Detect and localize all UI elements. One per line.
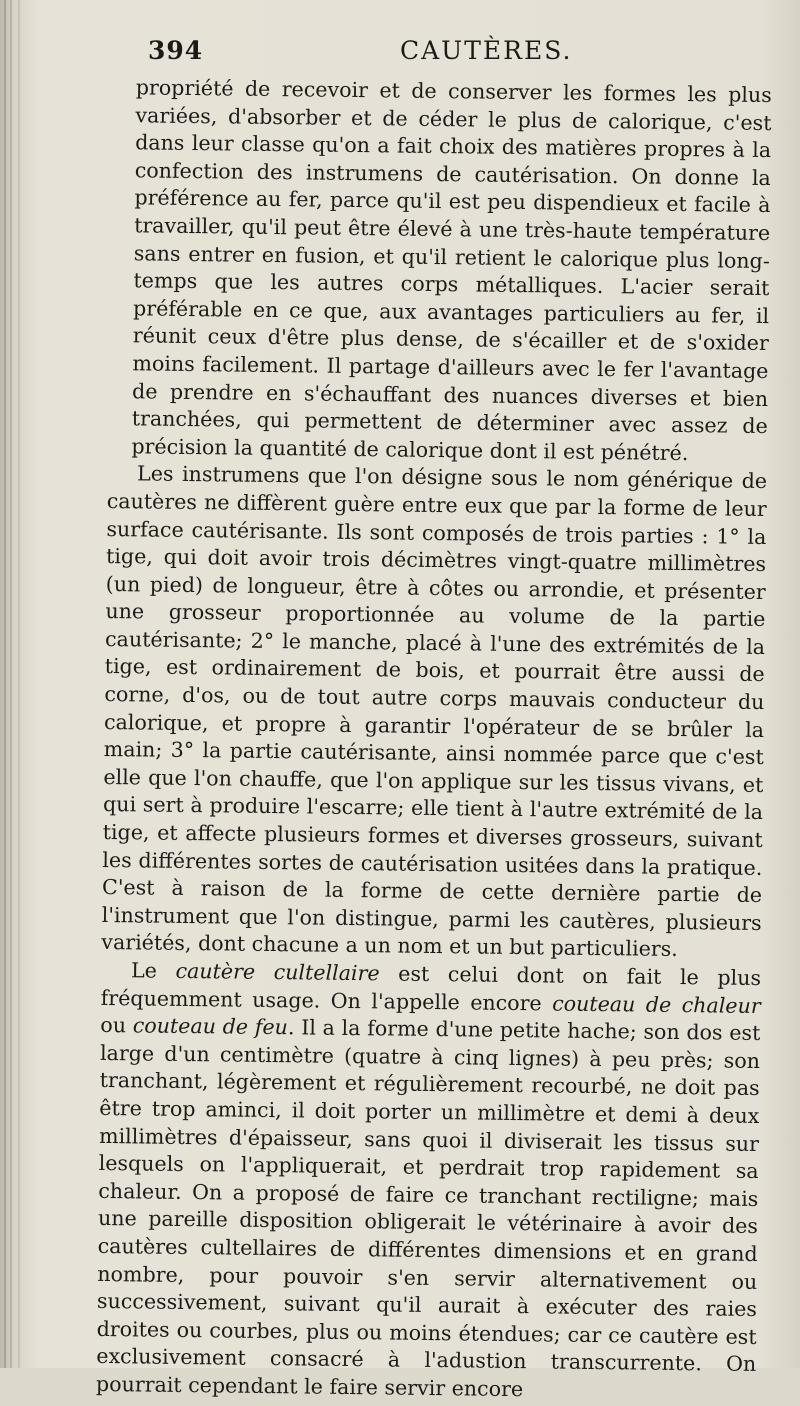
body-text: [96, 74, 772, 1406]
paragraph-3-or: ou: [100, 1013, 133, 1038]
binding-edge: [18, 0, 20, 1368]
paragraph-3: [96, 957, 761, 1406]
paragraph-3-mid: est celui dont on fait le plus fréquemment usage. On l'appelle encore: [100, 961, 762, 1016]
page-header: [148, 36, 573, 76]
binding-edge: [4, 0, 6, 1368]
term-couteau-de-feu: couteau de feu: [132, 1013, 289, 1040]
page-number: 394: [148, 36, 204, 65]
binding-edge: [10, 0, 12, 1368]
paragraph-3-body: . Il a la forme d'une petite hache; son dos est large d'un centimètre (quatre à cinq lignes) à peu près; son tranchant, légèrement et régulièrement recourbé, ne doit pas être trop aminci, il doit porter un millimètre et demi à deux millimètres d'épaisseur, sans quoi il diviserait les tissus sur lesquels on l'appliquerait, et perdrait trop rapidement sa chaleur. On a proposé de faire ce tranchant rectiligne; mais une pareille disposition obligerait le vétérinaire à avoir des cautères cultellaires de différentes dimensions et en grand nombre, pour pouvoir s'en servir alternativement ou successivement, suivant qu'il aurait à exécuter des raies droites ou courbes, plus ou moins étendues; car ce cautère est exclusivement consacré à l'adustion transcurrente. On pourrait cependant le faire servir encore: [95, 1015, 761, 1402]
term-cautere-cultellaire: cautère cultellaire: [175, 958, 380, 986]
paragraph-2: Les instrumens que l'on désigne sous le nom générique de cautères ne diffèrent guère entre eux que par la forme de leur surface cautérisante. Ils sont composés de trois parties : 1° la tige, qui doit avoir trois décimètres vingt-quatre millimètres (un pied) de longueur, être à côtes ou arrondie, et présenter une grosseur proportionnée au volume de la partie cautérisante; 2° le manche, placé à l'une des extrémités de la tige, est ordinairement de bois, et pourrait être aussi de corne, d'os, ou de tout autre corps mauvais conducteur du calorique, et propre à garantir l'opérateur de se brûler la main; 3° la partie cautérisante, ainsi nommée parce que c'est elle que l'on chauffe, que l'on applique sur les tissus vivans, et qui sert à produire l'escarre; elle tient à l'autre extrémité de la tige, et affecte plusieurs formes et diverses grosseurs, suivant les différentes sortes de cautérisation usitées dans la pratique. C'est à raison de la forme de cette dernière partie de l'instrument que l'on distingue, parmi les cautères, plusieurs variétés, dont chacune a un nom et un but particuliers.: [101, 461, 768, 962]
term-couteau-de-chaleur: couteau de chaleur: [552, 991, 761, 1018]
paragraph-3-lead: Le: [130, 958, 176, 983]
running-head: CAUTÈRES.: [400, 36, 573, 65]
paragraph-1: propriété de recevoir et de conserver les formes les plus variées, d'absorber et de céder le plus de calorique, c'est dans leur classe qu'on a fait choix des matières propres à la confection des instrumens de cautérisation. On donne la préférence au fer, parce qu'il est peu dispendieux et facile à travailler, qu'il peut être élevé à une très-haute température sans entrer en fusion, et qu'il retient le calorique plus long-temps que les autres corps métalliques. L'acier serait préférable en ce que, aux avantages particuliers au fer, il réunit ceux d'être plus dense, de s'écailler et de s'oxider moins facilement. Il partage d'ailleurs avec le fer l'avantage de prendre en s'échauffant des nuances diverses et bien tranchées, qui permettent de déterminer avec assez de précision la quantité de calorique dont il est pénétré.: [131, 75, 772, 465]
